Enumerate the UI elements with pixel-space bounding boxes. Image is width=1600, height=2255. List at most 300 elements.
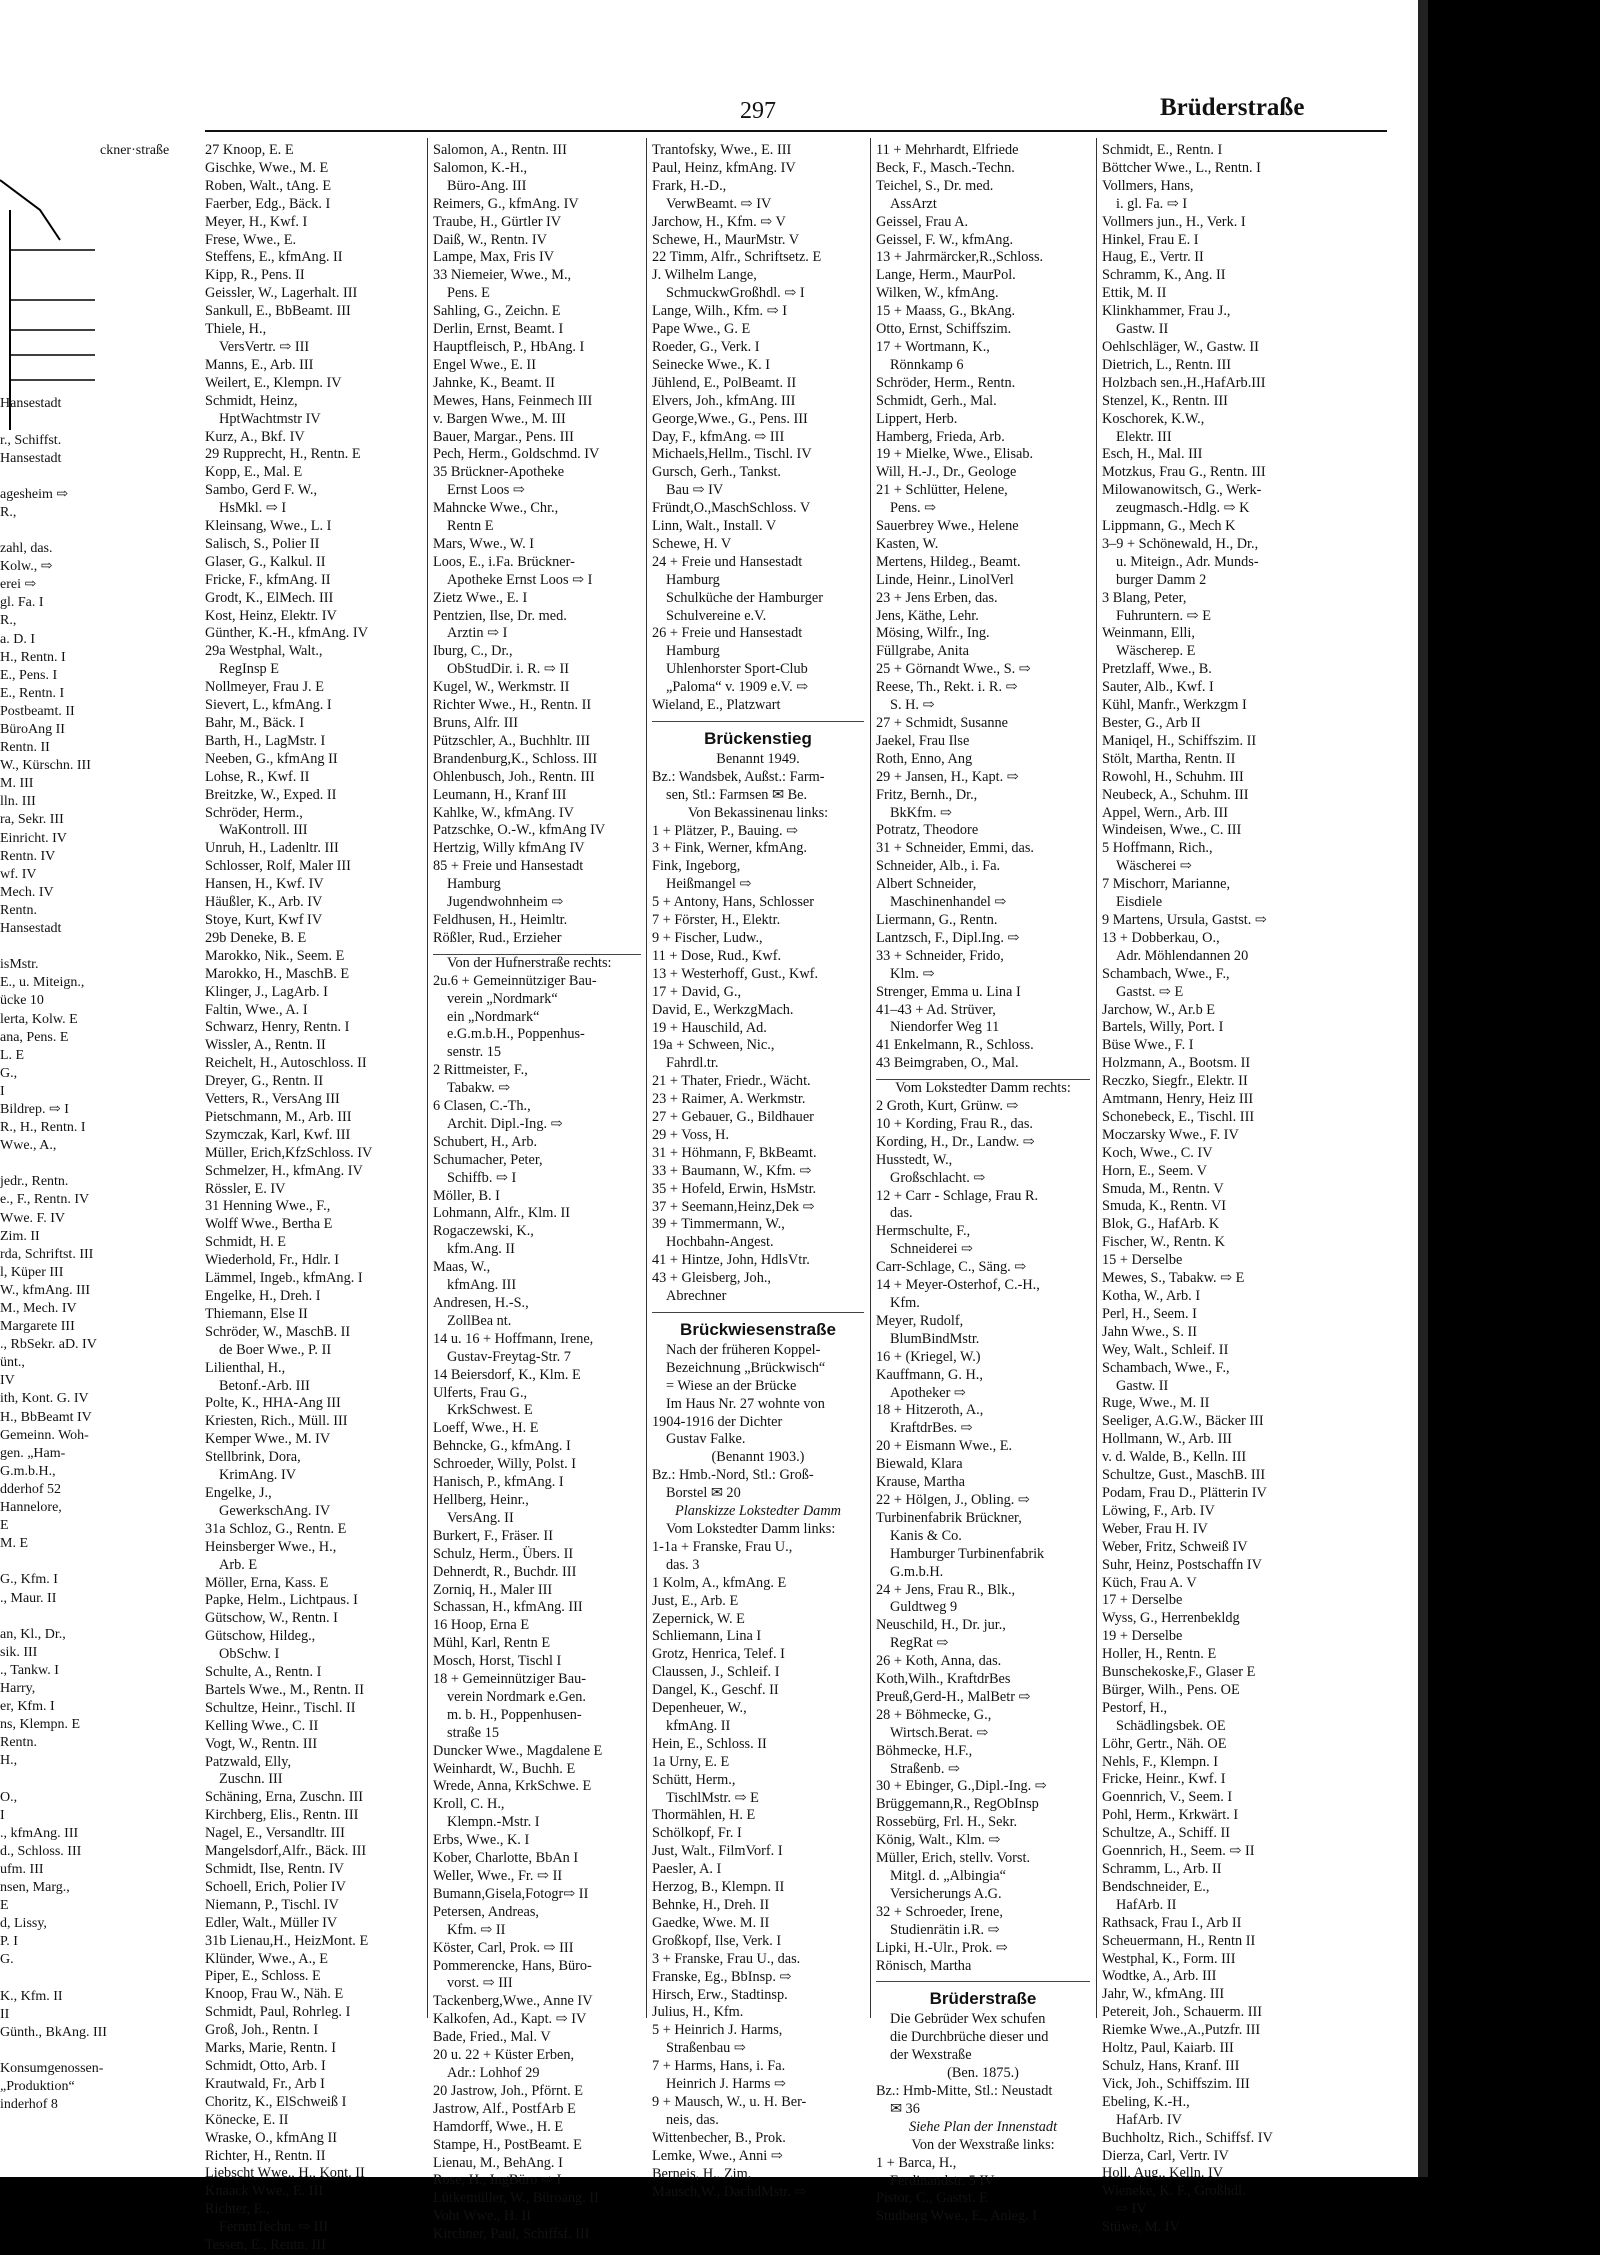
directory-entry: 5 + Antony, Hans, Schlosser xyxy=(652,894,815,911)
directory-entry: Brüggemann,R., RegObInsp xyxy=(876,1796,1039,1813)
directory-entry: 27 + Gebauer, G., Bildhauer xyxy=(652,1109,814,1126)
directory-entry: Krause, Martha xyxy=(876,1474,965,1491)
directory-entry-continued: = Wiese an der Brücke xyxy=(666,1377,797,1394)
directory-entry: Loos, E., i.Fa. Brückner- xyxy=(433,553,575,570)
directory-entry: Vollmers jun., H., Verk. I xyxy=(1102,213,1246,230)
fragment-line: ufm. III xyxy=(0,1861,44,1877)
directory-entry-continued: SchmuckwGroßhdl. ⇨ I xyxy=(666,285,805,302)
directory-entry: Reichelt, H., Autoschloss. II xyxy=(205,1055,367,1072)
directory-entry-continued: Adr.: Lohhof 29 xyxy=(447,2064,540,2081)
directory-entry-continued: „Paloma“ v. 1909 e.V. ⇨ xyxy=(666,679,809,696)
directory-entry: Hauptfleisch, P., HbAng. I xyxy=(433,338,585,355)
directory-entry: Klinkhammer, Frau J., xyxy=(1102,303,1231,320)
column-divider xyxy=(646,138,647,2018)
directory-entry: Bunschekoske,F., Glaser E xyxy=(1102,1664,1256,1681)
directory-entry: Herzog, B., Klempn. II xyxy=(652,1879,785,1896)
fragment-line: ., Tankw. I xyxy=(0,1662,59,1678)
directory-entry-continued: Bau ⇨ IV xyxy=(666,482,724,499)
running-header: Brüderstraße xyxy=(1160,94,1305,121)
directory-entry: Lütkemüller, W., Büroang. II xyxy=(433,2190,599,2207)
directory-entry: Beck, F., Masch.-Techn. xyxy=(876,159,1015,176)
directory-entry: 31a Schloz, G., Rentn. E xyxy=(205,1520,347,1537)
directory-entry: Kahlke, W., kfmAng. IV xyxy=(433,804,574,821)
directory-entry: Piper, E., Schloss. E xyxy=(205,1968,321,1985)
street-heading: Brückenstieg xyxy=(704,729,812,748)
directory-entry: 14 Beiersdorf, K., Klm. E xyxy=(433,1366,581,1383)
column-divider xyxy=(427,138,428,2018)
directory-entry: Sambo, Gerd F. W., xyxy=(205,482,318,499)
directory-entry: Mosch, Horst, Tischl I xyxy=(433,1653,562,1670)
directory-entry: Dangel, K., Geschf. II xyxy=(652,1682,779,1699)
fragment-line: H., Rentn. I xyxy=(0,649,66,665)
directory-entry: Patzschke, O.-W., kfmAng IV xyxy=(433,822,606,839)
directory-entry: Schmidt, Otto, Arb. I xyxy=(205,2057,326,2074)
directory-entry: Frark, H.-D., xyxy=(652,177,727,194)
directory-entry: Wodtke, A., Arb. III xyxy=(1102,1968,1217,1985)
directory-entry: Teichel, S., Dr. med. xyxy=(876,177,994,194)
directory-entry: Pech, Herm., Goldschmd. IV xyxy=(433,446,600,463)
directory-entry: Lippmann, G., Mech K xyxy=(1102,518,1236,535)
directory-entry: Dehnerdt, R., Buchdr. III xyxy=(433,1563,577,1580)
directory-entry: Kugel, W., Werkmstr. II xyxy=(433,679,570,696)
fragment-line: Gemeinn. Woh- xyxy=(0,1427,89,1443)
directory-entry-continued: ObStudDir. i. R. ⇨ II xyxy=(447,661,569,678)
fragment-line: gen. „Ham- xyxy=(0,1445,66,1461)
directory-entry-continued: BkKfm. ⇨ xyxy=(890,804,953,821)
directory-entry-continued: Rentn E xyxy=(447,518,494,535)
directory-entry-continued: Gastw. II xyxy=(1116,321,1169,338)
directory-entry: Goennrich, H., Seem. ⇨ II xyxy=(1102,1843,1255,1860)
directory-entry: 19 + Derselbe xyxy=(1102,1628,1183,1645)
directory-entry-continued: sen, Stl.: Farmsen ✉ Be. xyxy=(666,786,808,803)
directory-entry: Häußler, K., Arb. IV xyxy=(205,894,323,911)
directory-entry: Bruns, Alfr. III xyxy=(433,715,518,731)
directory-entry: Mangelsdorf,Alfr., Bäck. III xyxy=(205,1843,367,1860)
directory-entry: Liebscht Wwe., H., Kont. II xyxy=(205,2165,365,2182)
directory-entry: Suhr, Heinz, Postschaffn IV xyxy=(1102,1556,1262,1573)
directory-entry: Jühlend, E., PolBeamt. II xyxy=(652,374,797,391)
directory-entry-continued: Tabakw. ⇨ xyxy=(447,1080,511,1097)
directory-entry-continued: Eisdiele xyxy=(1116,894,1163,911)
fragment-line xyxy=(0,287,185,305)
directory-entry-continued: Im Haus Nr. 27 wohnte von xyxy=(666,1395,825,1412)
directory-entry: Schulz, Herm., Übers. II xyxy=(433,1545,574,1562)
directory-entry: 25 + Görnandt Wwe., S. ⇨ xyxy=(876,661,1031,678)
directory-entry: Haug, E., Vertr. II xyxy=(1102,249,1204,266)
fragment-line xyxy=(0,522,185,540)
directory-entry: 18 + Gemeinnütziger Bau- xyxy=(433,1671,586,1688)
directory-entry-continued: Niendorfer Weg 11 xyxy=(890,1019,1000,1036)
directory-entry: 32 + Schroeder, Irene, xyxy=(876,1903,1003,1920)
directory-entry: Knoop, Frau W., Näh. E xyxy=(205,1986,344,2003)
directory-entry: v. Bargen Wwe., M. III xyxy=(433,410,566,427)
directory-entry-continued: Wäscherei ⇨ xyxy=(1116,858,1192,875)
directory-entry: 1 Kolm, A., kfmAng. E xyxy=(652,1574,787,1591)
directory-entry: 5 Hoffmann, Rich., xyxy=(1102,840,1213,857)
directory-entry: Kirchberg, Elis., Rentn. III xyxy=(205,1807,359,1824)
directory-entry-continued: zeugmasch.-Hdlg. ⇨ K xyxy=(1116,500,1250,517)
directory-column-4 xyxy=(876,142,1090,2226)
fragment-line: sik. III xyxy=(0,1644,38,1660)
directory-entry: Trantofsky, Wwe., E. III xyxy=(652,142,792,158)
directory-entry-continued: Großschlacht. ⇨ xyxy=(890,1169,986,1186)
directory-entry: Preuß,Gerd-H., MalBetr ⇨ xyxy=(876,1688,1031,1705)
directory-entry-continued: VersVertr. ⇨ III xyxy=(219,338,310,355)
directory-entry: 1 + Barca, H., xyxy=(876,2154,957,2171)
directory-entry: Depenheuer, W., xyxy=(652,1700,747,1717)
directory-entry: Weber, Frau H. IV xyxy=(1102,1520,1208,1537)
directory-column-2 xyxy=(433,142,641,2244)
directory-entry: Rose, H., IngBüro ⇨ I xyxy=(433,2172,562,2189)
directory-entry: Wyss, G., Herrenbekldg xyxy=(1102,1610,1240,1627)
fragment-line: G. xyxy=(0,1952,14,1968)
directory-entry-continued: Hamburger Turbinenfabrik xyxy=(890,1545,1045,1562)
directory-entry-continued: Maschinenhandel ⇨ xyxy=(890,894,1007,911)
directory-entry: Neuschild, H., Dr. jur., xyxy=(876,1617,1006,1634)
directory-entry: Fricke, Heinr., Kwf. I xyxy=(1102,1771,1226,1788)
directory-entry: Edler, Walt., Müller IV xyxy=(205,1914,338,1931)
fragment-line: Wwe., A., xyxy=(0,1138,57,1154)
directory-entry: Lantzsch, F., Dipl.Ing. ⇨ xyxy=(876,929,1020,946)
directory-entry: Patzwald, Elly, xyxy=(205,1753,292,1770)
directory-entry: Just, Walt., FilmVorf. I xyxy=(652,1843,783,1860)
directory-entry-continued: Heinrich J. Harms ⇨ xyxy=(666,2076,786,2093)
directory-entry: Richter Wwe., H., Rentn. II xyxy=(433,697,592,714)
directory-entry: Schmidt, H. E xyxy=(205,1234,287,1251)
street-heading: Brückwiesenstraße xyxy=(680,1320,836,1339)
directory-entry: Meyer, H., Kwf. I xyxy=(205,213,308,230)
fragment-line: E xyxy=(0,1518,9,1534)
directory-entry: Hirsch, Erw., Stadtinsp. xyxy=(652,1986,788,2003)
fragment-line xyxy=(0,359,185,377)
fragment-line: Rentn. xyxy=(0,1735,37,1751)
directory-entry: Salomon, A., Rentn. III xyxy=(433,142,567,158)
directory-entry-continued: VersAng. II xyxy=(447,1509,514,1526)
directory-entry: Esch, H., Mal. III xyxy=(1102,446,1203,463)
directory-entry-continued: Apotheker ⇨ xyxy=(890,1384,966,1401)
directory-entry: 15 + Maass, G., BkAng. xyxy=(876,303,1016,320)
directory-entry: 9 Martens, Ursula, Gastst. ⇨ xyxy=(1102,911,1267,928)
directory-entry: Mertens, Hildeg., Beamt. xyxy=(876,553,1021,570)
directory-entry: 21 + Thater, Friedr., Wächt. xyxy=(652,1073,811,1090)
directory-entry-continued: HptWachtmstr IV xyxy=(219,410,321,427)
directory-column-5 xyxy=(1102,142,1392,2237)
fragment-line: Bildrep. ⇨ I xyxy=(0,1101,69,1117)
directory-entry: 11 + Mehrhardt, Elfriede xyxy=(876,142,1019,158)
directory-entry: Jarchow, W., Ar.b E xyxy=(1102,1001,1216,1018)
directory-entry: Wrede, Anna, KrkSchwe. E xyxy=(433,1778,592,1795)
directory-entry-continued: Pens. E xyxy=(447,285,490,302)
directory-entry-continued: Kfm. ⇨ II xyxy=(447,1921,506,1938)
directory-entry: Kriesten, Rich., Müll. III xyxy=(205,1413,348,1430)
directory-entry: Büse Wwe., F. I xyxy=(1102,1037,1194,1054)
directory-entry: Schwarz, Henry, Rentn. I xyxy=(205,1019,350,1036)
directory-entry: Köster, Carl, Prok. ⇨ III xyxy=(433,1939,574,1956)
fragment-line: M., Mech. IV xyxy=(0,1301,77,1316)
directory-entry: Schneider, Alb., i. Fa. xyxy=(876,858,1001,875)
directory-entry: Wieneke, K. F., Großhdl. xyxy=(1102,2183,1246,2200)
fragment-line: ünt., xyxy=(0,1355,25,1371)
fragment-line: er, Kfm. I xyxy=(0,1699,55,1715)
directory-entry: 9 + Fischer, Ludw., xyxy=(652,929,763,946)
directory-entry: Just, E., Arb. E xyxy=(652,1592,739,1609)
directory-entry: Löwing, F., Arb. IV xyxy=(1102,1502,1215,1519)
directory-entry: Thormählen, H. E xyxy=(652,1807,756,1824)
directory-entry: Mewes, S., Tabakw. ⇨ E xyxy=(1102,1270,1245,1287)
directory-entry-continued: Die Gebrüder Wex schufen xyxy=(890,2011,1046,2028)
directory-entry: Hollmann, W., Arb. III xyxy=(1102,1431,1232,1448)
directory-entry: Hamdorff, Wwe., H. E xyxy=(433,2118,564,2135)
directory-entry: Kleinsang, Wwe., L. I xyxy=(205,518,332,535)
directory-entry: Sauter, Alb., Kwf. I xyxy=(1102,679,1214,696)
directory-entry: Rathsack, Frau I., Arb II xyxy=(1102,1914,1242,1931)
directory-entry: 20 Jastrow, Joh., Pförnt. E xyxy=(433,2082,583,2099)
directory-entry: Stüwe, M. IV xyxy=(1102,2219,1180,2236)
directory-entry: Rößler, Rud., Erzieher xyxy=(433,929,562,946)
directory-entry: Faltin, Wwe., A. I xyxy=(205,1001,308,1018)
directory-entry: Milowanowitsch, G., Werk- xyxy=(1102,482,1262,499)
directory-entry: Marks, Marie, Rentn. I xyxy=(205,2040,337,2057)
fragment-line: nsen, Marg., xyxy=(0,1880,70,1895)
directory-entry: 29 + Voss, H. xyxy=(652,1126,730,1143)
fragment-line: an, Kl., Dr., xyxy=(0,1626,66,1642)
directory-entry-continued: RegRat ⇨ xyxy=(890,1635,949,1652)
directory-entry: Schewe, H. V xyxy=(652,535,732,552)
fragment-line: G., Kfm. I xyxy=(0,1572,58,1588)
fragment-line: d, Lissy, xyxy=(0,1916,47,1932)
directory-entry: Jastrow, Alf., PostfArb E xyxy=(433,2100,576,2117)
directory-entry-continued: Archit. Dipl.-Ing. ⇨ xyxy=(447,1115,563,1132)
directory-entry: Sahling, G., Zeichn. E xyxy=(433,303,561,320)
directory-entry: 2u.6 + Gemeinnütziger Bau- xyxy=(433,972,597,989)
fragment-line: R., xyxy=(0,613,17,629)
directory-entry-continued: Gustav Falke. xyxy=(666,1431,746,1448)
directory-entry: Appel, Wern., Arb. III xyxy=(1102,804,1229,821)
street-note: Von Bekassinenau links: xyxy=(687,804,829,821)
directory-entry: Jahn Wwe., S. II xyxy=(1102,1323,1198,1340)
directory-entry: 20 u. 22 + Küster Erben, xyxy=(433,2047,575,2064)
directory-entry: Marokko, Nik., Seem. E xyxy=(205,947,345,964)
fragment-line xyxy=(0,341,185,359)
directory-entry: Ohlenbusch, Joh., Rentn. III xyxy=(433,768,595,785)
directory-entry: Lilienthal, H., xyxy=(205,1359,286,1376)
directory-entry: Scheuermann, H., Rentn II xyxy=(1102,1932,1256,1949)
directory-entry: Kasten, W. xyxy=(876,535,939,552)
fragment-line: Wwe. F. IV xyxy=(0,1210,65,1226)
directory-entry: Stellbrink, Dora, xyxy=(205,1449,301,1466)
directory-entry: Heinsberger Wwe., H., xyxy=(205,1538,337,1555)
fragment-line: r., Schiffst. xyxy=(0,432,62,448)
directory-entry-continued: Gustav-Freytag-Str. 7 xyxy=(447,1348,571,1365)
fragment-line: Hansestadt xyxy=(0,921,62,937)
directory-entry: Schmidt, Ilse, Rentn. IV xyxy=(205,1861,344,1877)
directory-entry: Wolff Wwe., Bertha E xyxy=(205,1216,333,1233)
directory-entry: Polte, K., HHA-Ang III xyxy=(205,1395,341,1412)
directory-entry-continued: Kfm. xyxy=(890,1295,920,1311)
fragment-line xyxy=(0,214,185,232)
directory-entry: 1 + Plätzer, P., Bauing. ⇨ xyxy=(652,822,799,839)
directory-entry-continued: KrimAng. IV xyxy=(219,1467,297,1484)
directory-entry: Kurz, A., Bkf. IV xyxy=(205,428,305,445)
directory-entry: 13 + Dobberkau, O., xyxy=(1102,929,1220,946)
fragment-line: Hansestadt xyxy=(0,396,62,412)
directory-entry: Riemke Wwe.,A.,Putzfr. III xyxy=(1102,2022,1261,2039)
directory-entry: George,Wwe., G., Pens. III xyxy=(652,410,808,427)
directory-entry: Böhmecke, H.F., xyxy=(876,1742,973,1759)
directory-entry-continued: KrkSchwest. E xyxy=(447,1402,533,1419)
directory-entry: Schultze, A., Schiff. II xyxy=(1102,1825,1230,1842)
fragment-line: R., xyxy=(0,504,17,520)
fragment-line: M. III xyxy=(0,776,34,792)
directory-entry: Stenzel, K., Rentn. III xyxy=(1102,392,1228,409)
directory-entry-continued: Zuschn. III xyxy=(219,1771,283,1788)
directory-entry: 31b Lienau,H., HeizMont. E xyxy=(205,1932,369,1949)
directory-entry: Hertzig, Willy kfmAng IV xyxy=(433,840,585,857)
directory-entry: Fritz, Bernh., Dr., xyxy=(876,786,978,803)
directory-entry: Grodt, K., ElMech. III xyxy=(205,589,334,606)
directory-entry: Zorniq, H., Maler III xyxy=(433,1581,553,1598)
directory-entry: Schramm, K., Ang. II xyxy=(1102,267,1226,284)
directory-entry-continued: S. H. ⇨ xyxy=(890,697,935,714)
street-note: (Ben. 1875.) xyxy=(947,2065,1019,2082)
fragment-line: ana, Pens. E xyxy=(0,1029,69,1045)
directory-entry: Lämmel, Ingeb., kfmAng. I xyxy=(205,1270,363,1287)
directory-entry: 19 + Hauschild, Ad. xyxy=(652,1019,767,1036)
fragment-line: BüroAng II xyxy=(0,722,65,737)
directory-entry: Studberg Wwe., E., Anleg. I xyxy=(876,2208,1038,2225)
directory-entry: Kroll, C. H., xyxy=(433,1796,505,1813)
directory-entry: Meyer, Rudolf, xyxy=(876,1312,964,1329)
directory-entry-continued: Ernst Loos ⇨ xyxy=(447,482,525,499)
directory-entry: Bz.: Hmb.-Nord, Stl.: Groß- xyxy=(652,1467,814,1484)
directory-entry: Gaedke, Wwe. M. II xyxy=(652,1914,770,1931)
directory-entry-continued: neis, das. xyxy=(666,2111,719,2128)
directory-entry: Weinhardt, W., Buchh. E xyxy=(433,1760,576,1777)
directory-entry: Seeliger, A.G.W., Bäcker III xyxy=(1102,1413,1264,1430)
directory-entry: Schmidt, Gerh., Mal. xyxy=(876,392,997,409)
directory-entry: Könecke, E. II xyxy=(205,2111,289,2128)
directory-entry: Schambach, Wwe., F., xyxy=(1102,965,1230,982)
directory-entry-continued: Straßenb. ⇨ xyxy=(890,1760,960,1777)
directory-entry: 17 + David, G., xyxy=(652,983,742,1000)
fragment-line: G., xyxy=(0,1065,18,1081)
directory-entry: Behnke, H., Dreh. II xyxy=(652,1897,770,1913)
directory-entry: Windeisen, Wwe., C. III xyxy=(1102,822,1242,839)
directory-entry: Tackenberg,Wwe., Anne IV xyxy=(433,1993,593,2010)
directory-entry: Stoye, Kurt, Kwf IV xyxy=(205,911,323,928)
directory-entry: Stölt, Martha, Rentn. II xyxy=(1102,750,1236,767)
directory-entry: Duncker Wwe., Magdalene E xyxy=(433,1742,603,1759)
directory-entry: Schmidt, Heinz, xyxy=(205,392,298,409)
fragment-line xyxy=(0,196,185,214)
directory-entry: Sievert, L., kfmAng. I xyxy=(205,697,332,714)
page-edge xyxy=(1418,0,1428,2177)
directory-entry: Unruh, H., Ladenltr. III xyxy=(205,840,339,857)
directory-entry: Hinkel, Frau E. I xyxy=(1102,231,1199,248)
directory-entry: Dreyer, G., Rentn. II xyxy=(205,1073,324,1090)
directory-entry: 14 u. 16 + Hoffmann, Irene, xyxy=(433,1330,594,1347)
directory-entry-continued: Fuhruntern. ⇨ E xyxy=(1116,607,1211,624)
directory-entry: Groß, Joh., Rentn. I xyxy=(205,2022,319,2039)
directory-entry-continued: RegInsp E xyxy=(219,661,279,678)
fragment-line: Margarete III xyxy=(0,1319,75,1335)
header-rule xyxy=(205,130,1387,132)
directory-entry-continued: Schulküche der Hamburger xyxy=(666,589,823,606)
directory-entry: Rogaczewski, K., xyxy=(433,1223,534,1240)
directory-entry: Mahncke Wwe., Chr., xyxy=(433,500,559,517)
directory-entry: Schäning, Erna, Zuschn. III xyxy=(205,1789,364,1806)
directory-entry: Breitzke, W., Exped. II xyxy=(205,786,337,803)
directory-entry: Vollmers, Hans, xyxy=(1102,177,1194,194)
directory-entry: David, E., WerkzgMach. xyxy=(652,1001,794,1018)
directory-entry: Lange, Wilh., Kfm. ⇨ I xyxy=(652,303,788,320)
directory-entry-continued: Hamburg xyxy=(666,643,720,660)
street-note: Siehe Plan der Innenstadt xyxy=(908,2118,1058,2135)
directory-entry: 2 Rittmeister, F., xyxy=(433,1062,528,1079)
directory-entry: Liermann, G., Rentn. xyxy=(876,911,998,928)
directory-entry-continued: Von der Hufnerstraße rechts: xyxy=(447,954,612,971)
directory-entry: 1904-1916 der Dichter xyxy=(652,1413,783,1430)
directory-entry: Füllgrabe, Anita xyxy=(876,643,969,660)
directory-entry: Goennrich, V., Seem. I xyxy=(1102,1789,1233,1806)
directory-entry: Schröder, W., MaschB. II xyxy=(205,1323,351,1340)
fragment-line: Postbeamt. II xyxy=(0,703,75,719)
fragment-line xyxy=(0,269,185,287)
street-note: Benannt 1949. xyxy=(716,750,800,767)
directory-entry: 17 + Wortmann, K., xyxy=(876,338,990,355)
directory-entry: 22 Timm, Alfr., Schriftsetz. E xyxy=(652,249,822,266)
directory-entry: 35 + Hofeld, Erwin, HsMstr. xyxy=(652,1180,817,1197)
directory-entry: 19a + Schween, Nic., xyxy=(652,1037,775,1054)
directory-entry-continued: HafArb. IV xyxy=(1116,2111,1182,2128)
directory-entry: Kopp, E., Mal. E xyxy=(205,464,303,481)
directory-entry: Bumann,Gisela,Fotogr⇨ II xyxy=(433,1885,589,1902)
directory-entry: Gursch, Gerh., Tankst. xyxy=(652,464,781,481)
directory-entry: Daiß, W., Rentn. IV xyxy=(433,231,547,248)
fragment-line: a. D. I xyxy=(0,631,35,647)
directory-entry-continued: Pens. ⇨ xyxy=(890,500,937,517)
fragment-line xyxy=(0,251,185,269)
directory-entry: 16 Hoop, Erna E xyxy=(433,1617,530,1634)
directory-entry: Kemper Wwe., M. IV xyxy=(205,1431,331,1448)
fragment-line: H., xyxy=(0,1753,18,1769)
directory-entry: Schmidt, E., Rentn. I xyxy=(1102,142,1223,158)
directory-entry-continued: ✉ 36 xyxy=(890,2100,920,2117)
directory-entry: Schmidt, Paul, Rohrleg. I xyxy=(205,2004,351,2021)
fragment-line: lerta, Kolw. E xyxy=(0,1011,78,1027)
directory-entry: Fründt,O.,MaschSchloss. V xyxy=(652,500,811,517)
directory-entry: Lipki, H.-Ulr., Prok. ⇨ xyxy=(876,1939,1008,1956)
directory-entry: Linde, Heinr., LinolVerl xyxy=(876,571,1014,588)
fragment-line: ckner·straße xyxy=(100,143,170,158)
directory-entry: 9 + Mausch, W., u. H. Ber- xyxy=(652,2093,807,2110)
directory-entry: Jaekel, Frau Ilse xyxy=(876,732,970,749)
fragment-line: Zim. II xyxy=(0,1228,40,1244)
directory-entry: Wraske, O., kfmAng II xyxy=(205,2129,338,2146)
directory-entry-continued: i. gl. Fa. ⇨ I xyxy=(1116,195,1188,212)
directory-entry: Engelke, J., xyxy=(205,1484,272,1501)
directory-entry: Schütt, Herm., xyxy=(652,1771,736,1788)
fragment-line: inderhof 8 xyxy=(0,2097,58,2113)
directory-entry: Klinger, J., LagArb. I xyxy=(205,983,328,1000)
left-page-fragment xyxy=(0,142,185,2114)
directory-entry-continued: Borstel ✉ 20 xyxy=(666,1485,741,1502)
fragment-line: ., RbSekr. aD. IV xyxy=(0,1337,97,1353)
directory-entry-continued: Adr. Möhlendannen 20 xyxy=(1116,947,1249,964)
directory-entry: 3–9 + Schönewald, H., Dr., xyxy=(1102,535,1259,552)
directory-entry: Großkopf, Ilse, Verk. I xyxy=(652,1932,782,1949)
directory-entry: Vetters, R., VersAng III xyxy=(205,1091,340,1108)
